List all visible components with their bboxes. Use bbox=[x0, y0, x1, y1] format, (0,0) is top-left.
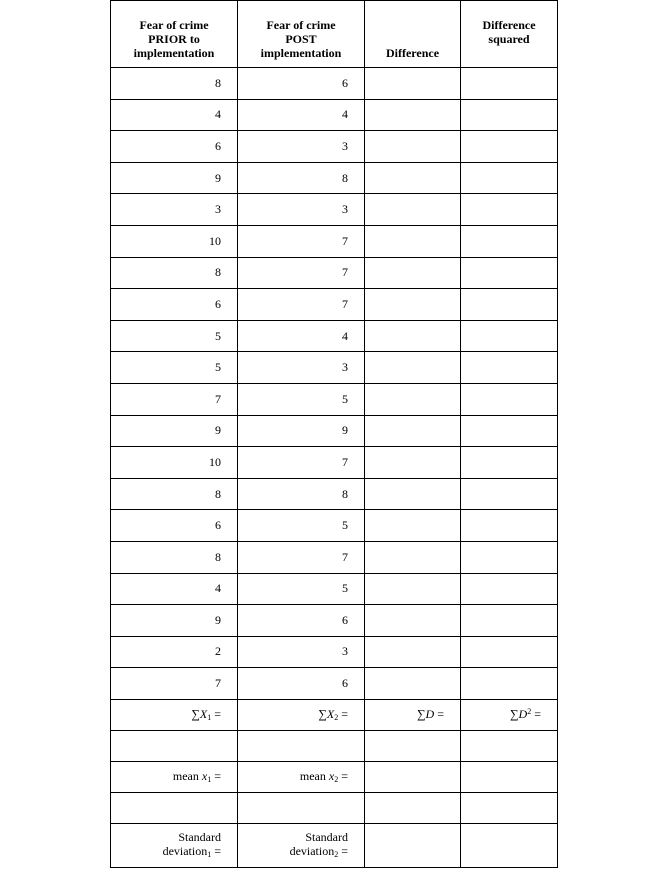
difference-cell bbox=[365, 510, 461, 542]
difference-cell bbox=[365, 605, 461, 637]
post-cell: 5 bbox=[238, 573, 365, 605]
sum-row bbox=[111, 699, 558, 730]
difference-squared-cell bbox=[461, 668, 558, 700]
mean-row bbox=[111, 761, 558, 792]
table-row bbox=[111, 194, 558, 226]
difference-cell bbox=[365, 541, 461, 573]
post-cell: 7 bbox=[238, 541, 365, 573]
difference-cell bbox=[365, 636, 461, 668]
difference-cell bbox=[365, 573, 461, 605]
prior-cell: 9 bbox=[111, 415, 238, 447]
table-row bbox=[111, 257, 558, 289]
difference-squared-cell bbox=[461, 541, 558, 573]
prior-cell: 2 bbox=[111, 636, 238, 668]
sum-d-cell: ∑D = bbox=[365, 699, 461, 730]
blank-row bbox=[111, 730, 558, 761]
difference-cell bbox=[365, 225, 461, 257]
post-cell: 8 bbox=[238, 478, 365, 510]
difference-squared-cell bbox=[461, 320, 558, 352]
table-row bbox=[111, 668, 558, 700]
difference-squared-cell bbox=[461, 99, 558, 131]
data-rows bbox=[111, 68, 558, 700]
difference-squared-cell bbox=[461, 225, 558, 257]
blank-row bbox=[111, 792, 558, 823]
post-cell: 3 bbox=[238, 194, 365, 226]
prior-cell: 8 bbox=[111, 478, 238, 510]
header-difference-squared: Difference squared bbox=[461, 1, 558, 68]
post-cell: 3 bbox=[238, 131, 365, 163]
difference-squared-cell bbox=[461, 510, 558, 542]
difference-cell bbox=[365, 320, 461, 352]
table-row bbox=[111, 605, 558, 637]
difference-squared-cell bbox=[461, 573, 558, 605]
prior-cell: 4 bbox=[111, 573, 238, 605]
prior-cell: 7 bbox=[111, 383, 238, 415]
difference-squared-cell bbox=[461, 352, 558, 384]
difference-cell bbox=[365, 131, 461, 163]
prior-cell: 5 bbox=[111, 352, 238, 384]
blank-cell bbox=[365, 761, 461, 792]
blank-cell bbox=[238, 792, 365, 823]
post-cell: 6 bbox=[238, 668, 365, 700]
post-cell: 4 bbox=[238, 320, 365, 352]
prior-cell: 8 bbox=[111, 68, 238, 100]
post-cell: 7 bbox=[238, 289, 365, 321]
prior-cell: 3 bbox=[111, 194, 238, 226]
post-cell: 8 bbox=[238, 162, 365, 194]
difference-cell bbox=[365, 257, 461, 289]
difference-squared-cell bbox=[461, 194, 558, 226]
post-cell: 5 bbox=[238, 383, 365, 415]
difference-cell bbox=[365, 383, 461, 415]
std-dev-1-cell: Standard deviation1 = bbox=[111, 823, 238, 867]
difference-cell bbox=[365, 415, 461, 447]
difference-cell bbox=[365, 194, 461, 226]
table-row bbox=[111, 478, 558, 510]
header-row bbox=[111, 1, 558, 68]
table-row bbox=[111, 510, 558, 542]
difference-squared-cell bbox=[461, 478, 558, 510]
difference-squared-cell bbox=[461, 289, 558, 321]
blank-cell bbox=[365, 730, 461, 761]
sum-x2-cell: ∑X2 = bbox=[238, 699, 365, 730]
header-post: Fear of crime POST implementation bbox=[238, 1, 365, 68]
difference-squared-cell bbox=[461, 162, 558, 194]
table-row bbox=[111, 573, 558, 605]
difference-cell bbox=[365, 162, 461, 194]
table-row bbox=[111, 225, 558, 257]
prior-cell: 9 bbox=[111, 162, 238, 194]
table-row bbox=[111, 636, 558, 668]
post-cell: 3 bbox=[238, 352, 365, 384]
post-cell: 6 bbox=[238, 605, 365, 637]
difference-cell bbox=[365, 478, 461, 510]
blank-cell bbox=[365, 792, 461, 823]
table-row bbox=[111, 162, 558, 194]
difference-cell bbox=[365, 447, 461, 479]
prior-cell: 10 bbox=[111, 225, 238, 257]
difference-squared-cell bbox=[461, 605, 558, 637]
prior-cell: 10 bbox=[111, 447, 238, 479]
blank-cell bbox=[238, 730, 365, 761]
blank-cell bbox=[111, 792, 238, 823]
table-row bbox=[111, 289, 558, 321]
table-row bbox=[111, 68, 558, 100]
prior-cell: 6 bbox=[111, 510, 238, 542]
post-cell: 7 bbox=[238, 225, 365, 257]
blank-cell bbox=[461, 823, 558, 867]
sum-x1-cell: ∑X1 = bbox=[111, 699, 238, 730]
difference-cell bbox=[365, 289, 461, 321]
difference-squared-cell bbox=[461, 68, 558, 100]
post-cell: 9 bbox=[238, 415, 365, 447]
blank-cell bbox=[365, 823, 461, 867]
difference-squared-cell bbox=[461, 257, 558, 289]
difference-squared-cell bbox=[461, 636, 558, 668]
table-row bbox=[111, 99, 558, 131]
prior-cell: 6 bbox=[111, 131, 238, 163]
table-row bbox=[111, 131, 558, 163]
prior-cell: 7 bbox=[111, 668, 238, 700]
std-dev-row bbox=[111, 823, 558, 867]
post-cell: 4 bbox=[238, 99, 365, 131]
difference-cell bbox=[365, 99, 461, 131]
post-cell: 5 bbox=[238, 510, 365, 542]
difference-cell bbox=[365, 668, 461, 700]
blank-cell bbox=[461, 792, 558, 823]
table-row bbox=[111, 352, 558, 384]
post-cell: 3 bbox=[238, 636, 365, 668]
header-difference: Difference bbox=[365, 1, 461, 68]
blank-cell bbox=[461, 730, 558, 761]
table-row bbox=[111, 447, 558, 479]
prior-cell: 8 bbox=[111, 257, 238, 289]
fear-of-crime-worksheet-table bbox=[110, 0, 558, 868]
difference-squared-cell bbox=[461, 383, 558, 415]
difference-squared-cell bbox=[461, 447, 558, 479]
mean-x2-cell: mean x2 = bbox=[238, 761, 365, 792]
blank-cell bbox=[461, 761, 558, 792]
difference-squared-cell bbox=[461, 131, 558, 163]
prior-cell: 6 bbox=[111, 289, 238, 321]
table-row bbox=[111, 415, 558, 447]
mean-x1-cell: mean x1 = bbox=[111, 761, 238, 792]
difference-cell bbox=[365, 352, 461, 384]
difference-squared-cell bbox=[461, 415, 558, 447]
prior-cell: 8 bbox=[111, 541, 238, 573]
table-row bbox=[111, 383, 558, 415]
difference-cell bbox=[365, 68, 461, 100]
post-cell: 7 bbox=[238, 447, 365, 479]
post-cell: 7 bbox=[238, 257, 365, 289]
table-row bbox=[111, 541, 558, 573]
sum-d-squared-cell: $\sum D^2$ = bbox=[461, 699, 558, 730]
prior-cell: 4 bbox=[111, 99, 238, 131]
header-prior: Fear of crime PRIOR to implementation bbox=[111, 1, 238, 68]
prior-cell: 5 bbox=[111, 320, 238, 352]
post-cell: 6 bbox=[238, 68, 365, 100]
std-dev-2-cell: Standard deviation2 = bbox=[238, 823, 365, 867]
blank-cell bbox=[111, 730, 238, 761]
prior-cell: 9 bbox=[111, 605, 238, 637]
table-row bbox=[111, 320, 558, 352]
